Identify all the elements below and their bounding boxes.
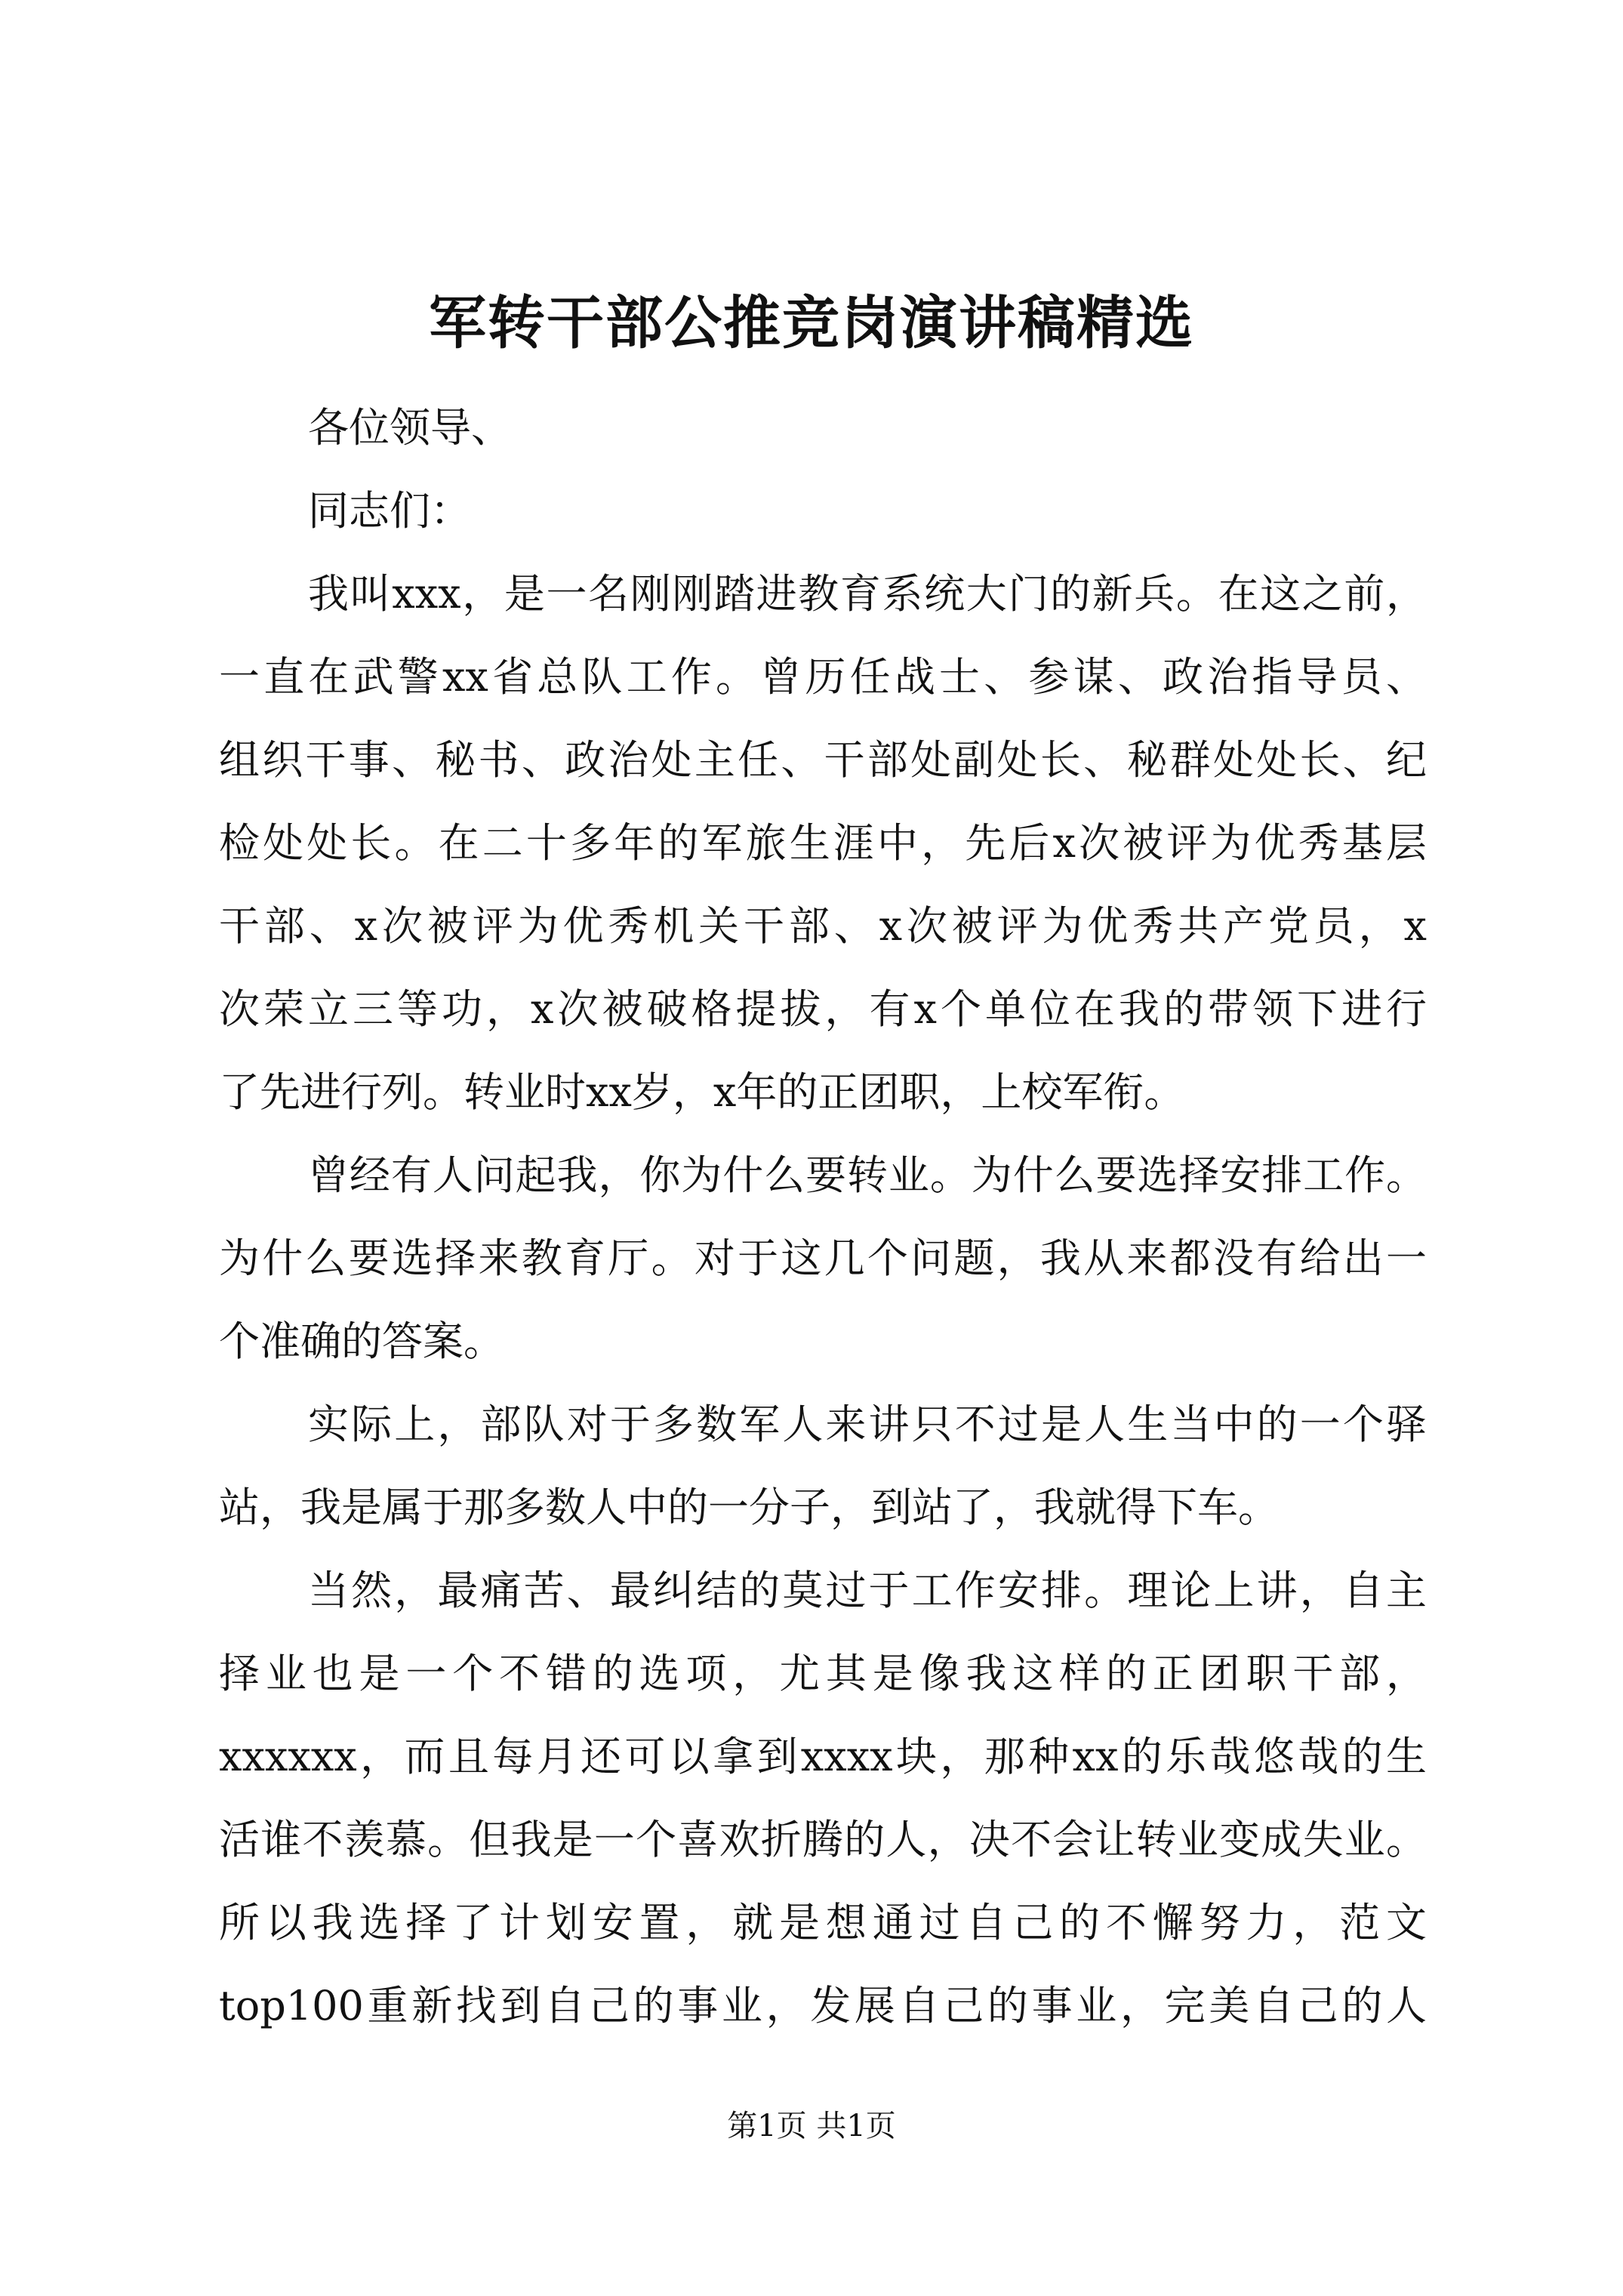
page-number-footer: 第1页 共1页: [727, 2109, 896, 2143]
paragraph-line: 组织干事、秘书、政治处主任、干部处副处长、秘群处处长、纪: [219, 736, 1427, 784]
paragraph-line: 为什么要选择来教育厅。对于这几个问题，我从来都没有给出一: [219, 1234, 1427, 1282]
salutation-line: 各位领导、: [308, 404, 512, 451]
paragraph-line: 所以我选择了计划安置，就是想通过自己的不懈努力，范文: [219, 1899, 1427, 1946]
paragraph-line: xxxxxx，而且每月还可以拿到xxxx块，那种xx的乐哉悠哉的生: [219, 1733, 1427, 1780]
paragraph-line: 活谁不羡慕。但我是一个喜欢折腾的人，决不会让转业变成失业。: [219, 1816, 1427, 1863]
paragraph-line: 干部、x次被评为优秀机关干部、x次被评为优秀共产党员，x: [219, 902, 1427, 950]
salutation-line: 同志们：: [308, 487, 471, 535]
paragraph-line: 一直在武警xx省总队工作。曾历任战士、参谋、政治指导员、: [219, 653, 1427, 701]
paragraph-line: 我叫xxx，是一名刚刚踏进教育系统大门的新兵。在这之前，: [308, 570, 1427, 618]
paragraph-line: 曾经有人问起我，你为什么要转业。为什么要选择安排工作。: [308, 1151, 1427, 1199]
paragraph-line: 择业也是一个不错的选项，尤其是像我这样的正团职干部，: [219, 1650, 1427, 1697]
paragraph-line: 个准确的答案。: [219, 1318, 504, 1365]
paragraph-line: 检处处长。在二十多年的军旅生涯中，先后x次被评为优秀基层: [219, 819, 1427, 867]
document-body: [219, 387, 1427, 2048]
paragraph-line: 站，我是属于那多数人中的一分子，到站了，我就得下车。: [219, 1484, 1279, 1531]
paragraph-line: 当然，最痛苦、最纠结的莫过于工作安排。理论上讲，自主: [308, 1567, 1427, 1614]
paragraph-line: 实际上，部队对于多数军人来讲只不过是人生当中的一个驿: [308, 1401, 1427, 1448]
paragraph-line: 次荣立三等功，x次被破格提拔，有x个单位在我的带领下进行: [219, 985, 1427, 1033]
document-title: 军转干部公推竞岗演讲稿精选: [429, 289, 1194, 356]
paragraph-line: 了先进行列。转业时xx岁，x年的正团职，上校军衔。: [219, 1068, 1185, 1116]
paragraph-line: top100重新找到自己的事业，发展自己的事业，完美自己的人: [219, 1982, 1427, 2029]
